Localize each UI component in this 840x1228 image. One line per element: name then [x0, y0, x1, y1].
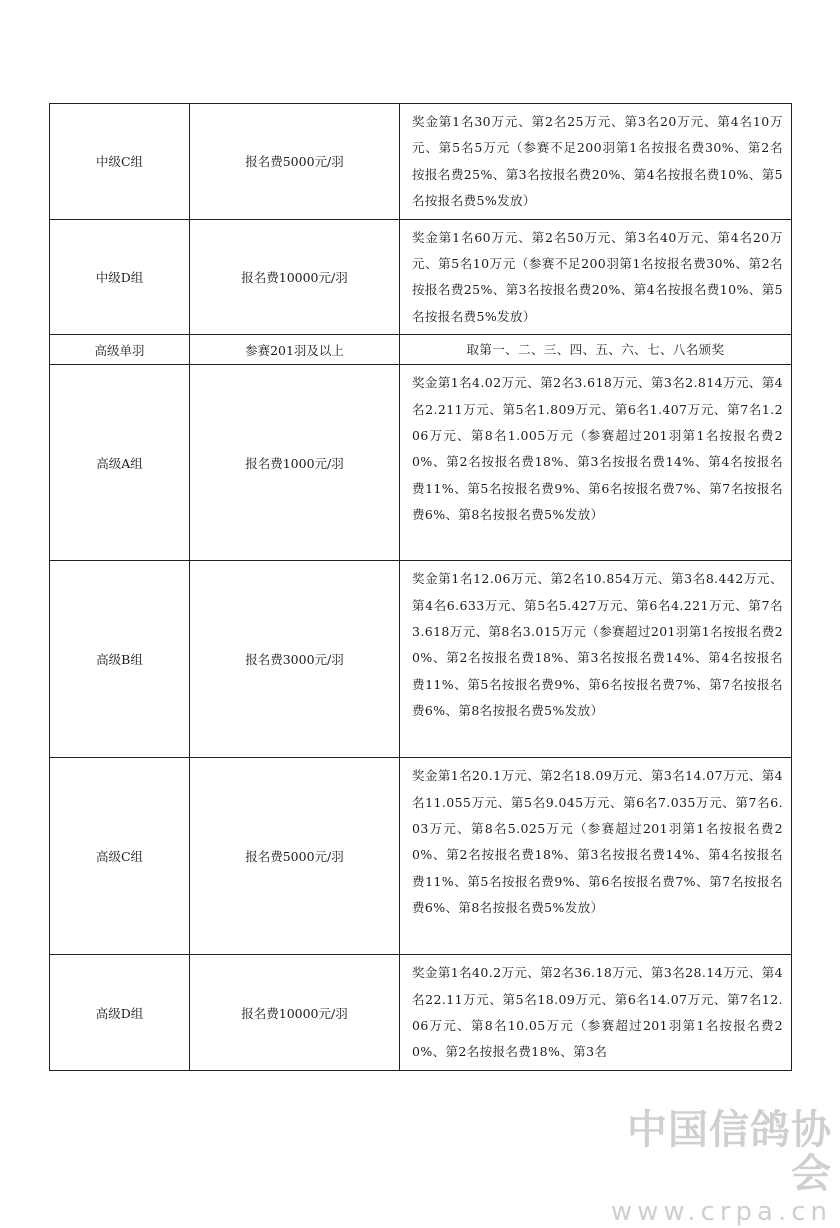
prize-cell: 取第一、二、三、四、五、六、七、八名颁奖: [400, 335, 792, 365]
group-cell: 高级B组: [50, 561, 190, 758]
watermark: [602, 1108, 832, 1228]
table-row: [50, 219, 792, 335]
prize-cell: 奖金第1名12.06万元、第2名10.854万元、第3名8.442万元、第4名6.633万元、第5名5.427万元、第6名4.221万元、第7名3.618万元、第8名3.015万元（参赛超过201羽第1名按报名费20%、第2名按报名费18%、第3名按报名费14%、第4名按报名费11%、第5名按报名费9%、第6名按报名费7%、第7名按报名费6%、第8名按报名费5%发放）: [400, 561, 792, 758]
table-row: [50, 561, 792, 758]
fee-cell: 报名费5000元/羽: [190, 758, 400, 955]
prize-cell: 奖金第1名60万元、第2名50万元、第3名40万元、第4名20万元、第5名10万元（参赛不足200羽第1名按报名费30%、第2名按报名费25%、第3名按报名费20%、第4名按报名费10%、第5名按报名费5%发放）: [400, 219, 792, 335]
table-row: [50, 955, 792, 1071]
fee-cell: 报名费10000元/羽: [190, 219, 400, 335]
group-cell: 高级D组: [50, 955, 190, 1071]
prize-cell: 奖金第1名4.02万元、第2名3.618万元、第3名2.814万元、第4名2.211万元、第5名1.809万元、第6名1.407万元、第7名1.206万元、第8名1.005万元（参赛超过201羽第1名按报名费20%、第2名按报名费18%、第3名按报名费14%、第4名按报名费11%、第5名按报名费9%、第6名按报名费7%、第7名按报名费6%、第8名按报名费5%发放）: [400, 365, 792, 561]
watermark-url: www.crpa.cn: [610, 1197, 832, 1227]
prize-table: [49, 103, 792, 1071]
prize-cell: 奖金第1名30万元、第2名25万元、第3名20万元、第4名10万元、第5名5万元（参赛不足200羽第1名按报名费30%、第2名按报名费25%、第3名按报名费20%、第4名按报名费10%、第5名按报名费5%发放）: [400, 104, 792, 220]
fee-cell: 报名费5000元/羽: [190, 104, 400, 220]
prize-cell: 奖金第1名20.1万元、第2名18.09万元、第3名14.07万元、第4名11.055万元、第5名9.045万元、第6名7.035万元、第7名6.03万元、第8名5.025万元（参赛超过201羽第1名按报名费20%、第2名按报名费18%、第3名按报名费14%、第4名按报名费11%、第5名按报名费9%、第6名按报名费7%、第7名按报名费6%、第8名按报名费5%发放）: [400, 758, 792, 955]
group-cell: 高级C组: [50, 758, 190, 955]
group-cell: 高级单羽: [50, 335, 190, 365]
fee-cell: 报名费10000元/羽: [190, 955, 400, 1071]
prize-cell: 奖金第1名40.2万元、第2名36.18万元、第3名28.14万元、第4名22.11万元、第5名18.09万元、第6名14.07万元、第7名12.06万元、第8名10.05万元（参赛超过201羽第1名按报名费20%、第2名按报名费18%、第3名: [400, 955, 792, 1071]
fee-cell: 报名费3000元/羽: [190, 561, 400, 758]
fee-cell: 参赛201羽及以上: [190, 335, 400, 365]
watermark-name: 中国信鸽协会: [627, 1107, 832, 1197]
group-cell: 中级D组: [50, 219, 190, 335]
fee-cell: 报名费1000元/羽: [190, 365, 400, 561]
table-row: [50, 758, 792, 955]
group-cell: 高级A组: [50, 365, 190, 561]
group-cell: 中级C组: [50, 104, 190, 220]
table-row: [50, 365, 792, 561]
table-row: [50, 104, 792, 220]
table-row: [50, 335, 792, 365]
